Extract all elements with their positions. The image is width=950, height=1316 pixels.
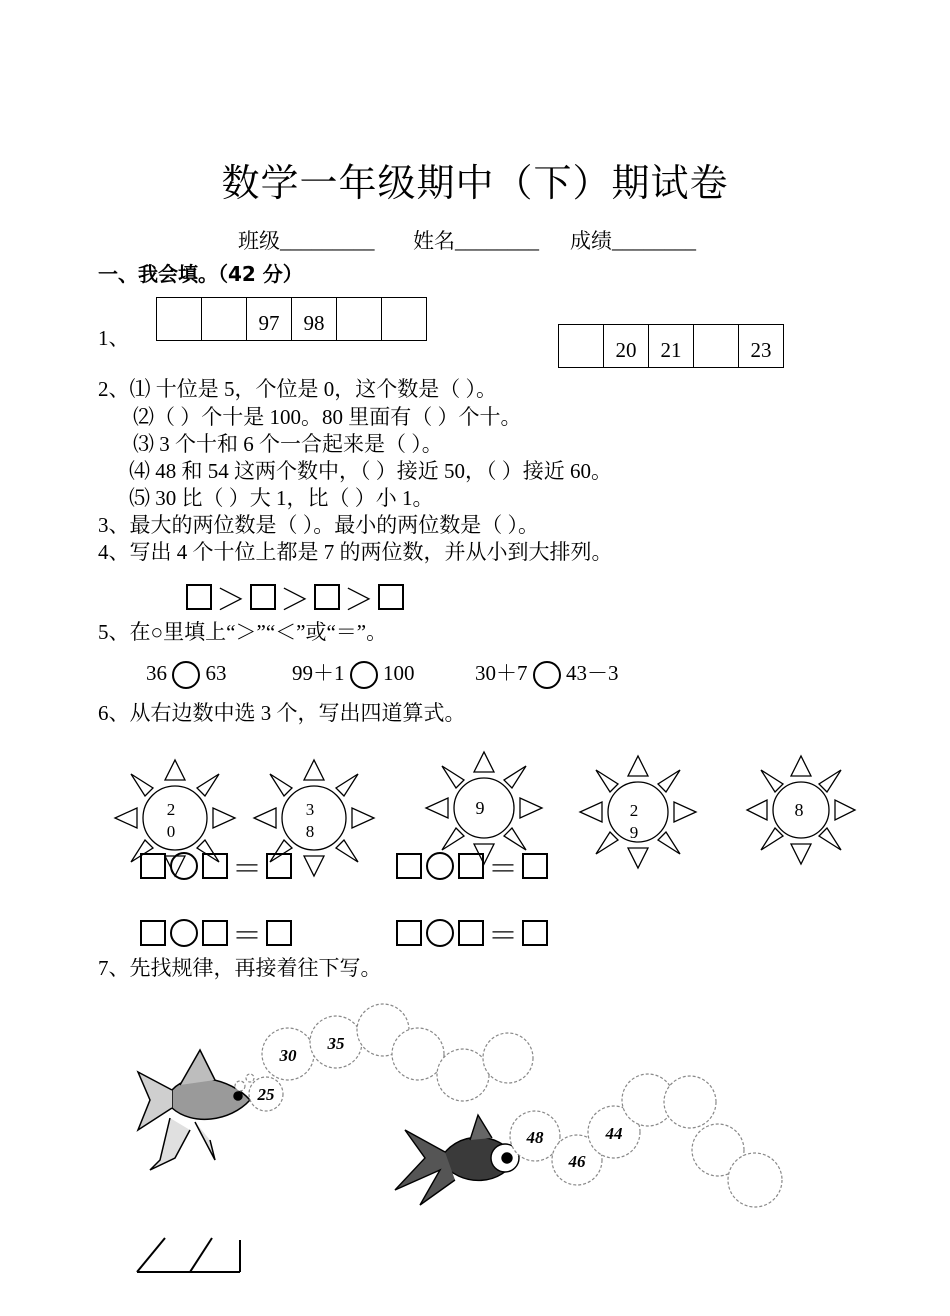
equals-sign: ＝ [232, 853, 262, 886]
equation [396, 844, 548, 888]
cell [694, 324, 739, 368]
q2-line4: ⑷ 48 和 54 这两个数中，（ ）接近 50，（ ）接近 60。 [129, 459, 612, 483]
q5-text: 5、在○里填上“＞”“＜”或“＝”。 [98, 620, 388, 644]
bubble-number: 46 [568, 1152, 586, 1171]
fish-bubble-illustration [0, 990, 950, 1316]
bubble-number: 35 [327, 1034, 345, 1053]
sun-number: 0 [166, 822, 176, 841]
fish-icon [138, 1050, 250, 1170]
sun-number: 8 [794, 800, 804, 820]
compare-circle[interactable] [533, 661, 561, 689]
equals-sign: ＝ [232, 920, 262, 953]
ordering-row [186, 575, 404, 619]
q2-line3: ⑶ 3 个十和 6 个一合起来是（ ）。 [133, 432, 443, 456]
compare-right: 43－3 [566, 661, 619, 685]
greater-than-sign: ＞ [280, 584, 310, 617]
bubble-number: 25 [257, 1085, 275, 1104]
q4-text: 4、写出 4 个十位上都是 7 的两位数，并从小到大排列。 [98, 540, 613, 564]
answer-box[interactable] [522, 920, 548, 946]
cell [337, 297, 382, 341]
sun-number: 9 [475, 798, 485, 818]
answer-box[interactable] [522, 853, 548, 879]
answer-box[interactable] [202, 853, 228, 879]
answer-box[interactable] [396, 920, 422, 946]
answer-box[interactable] [396, 853, 422, 879]
cell: 23 [739, 324, 784, 368]
goldfish-icon [395, 1115, 519, 1205]
answer-box[interactable] [202, 920, 228, 946]
equals-sign: ＝ [488, 920, 518, 953]
operator-circle[interactable] [170, 852, 198, 880]
q6-text: 6、从右边数中选 3 个，写出四道算式。 [98, 701, 466, 725]
compare-left: 99＋1 [292, 661, 345, 685]
operator-circle[interactable] [426, 919, 454, 947]
answer-box[interactable] [186, 584, 212, 610]
sun-number: 2 [166, 800, 176, 819]
cell: 21 [649, 324, 694, 368]
class-field: 班级_________ [238, 229, 375, 253]
sun-29 [580, 756, 696, 868]
score-field: 成绩________ [570, 229, 696, 253]
greater-than-sign: ＞ [216, 584, 246, 617]
number-row-a [156, 297, 427, 341]
q2-line5: ⑸ 30 比（ ）大 1，比（ ）小 1。 [129, 486, 434, 510]
compare-item [292, 660, 415, 689]
cell: 20 [604, 324, 649, 368]
bubble-number: 30 [279, 1046, 297, 1065]
answer-box[interactable] [266, 853, 292, 879]
compare-right: 63 [205, 661, 227, 685]
operator-circle[interactable] [426, 852, 454, 880]
cell: 97 [247, 297, 292, 341]
equals-sign: ＝ [488, 853, 518, 886]
sun-number: 9 [629, 823, 639, 842]
sun-8 [747, 756, 855, 864]
compare-circle[interactable] [350, 661, 378, 689]
operator-circle[interactable] [170, 919, 198, 947]
q7-text: 7、先找规律，再接着往下写。 [98, 956, 382, 980]
number-row-b [558, 324, 784, 368]
sun-number: 8 [305, 822, 315, 841]
sun-number: 3 [305, 800, 315, 819]
answer-writing-lines [137, 1238, 240, 1272]
answer-box[interactable] [458, 853, 484, 879]
compare-left: 30＋7 [475, 661, 528, 685]
cell [157, 297, 202, 341]
answer-box[interactable] [140, 920, 166, 946]
equation [140, 911, 292, 955]
compare-item [475, 660, 619, 689]
q2-line2: ⑵（ ）个十是 100。80 里面有（ ）个十。 [133, 405, 522, 429]
equation [140, 844, 292, 888]
q1-label: 1、 [98, 326, 130, 350]
compare-left: 36 [146, 661, 167, 685]
cell [559, 324, 604, 368]
cell [202, 297, 247, 341]
section-heading: 一、我会填。（42 分） [98, 262, 303, 286]
compare-right: 100 [383, 661, 415, 685]
q2-line1: 2、⑴ 十位是 5，个位是 0，这个数是（ ）。 [98, 377, 497, 401]
page-title: 数学一年级期中（下）期试卷 [221, 161, 729, 205]
answer-box[interactable] [250, 584, 276, 610]
equation [396, 911, 548, 955]
bubble-chain-lower [510, 1074, 782, 1207]
answer-box[interactable] [314, 584, 340, 610]
bubble-number: 48 [526, 1128, 544, 1147]
answer-box[interactable] [140, 853, 166, 879]
compare-item [146, 660, 227, 689]
bubble-number: 44 [605, 1124, 623, 1143]
answer-box[interactable] [266, 920, 292, 946]
compare-circle[interactable] [172, 661, 200, 689]
sun-number: 2 [629, 801, 639, 820]
cell [382, 297, 427, 341]
greater-than-sign: ＞ [344, 584, 374, 617]
answer-box[interactable] [458, 920, 484, 946]
answer-box[interactable] [378, 584, 404, 610]
q3-text: 3、最大的两位数是（ ）。最小的两位数是（ ）。 [98, 513, 539, 537]
cell: 98 [292, 297, 337, 341]
name-field: 姓名________ [413, 229, 539, 253]
